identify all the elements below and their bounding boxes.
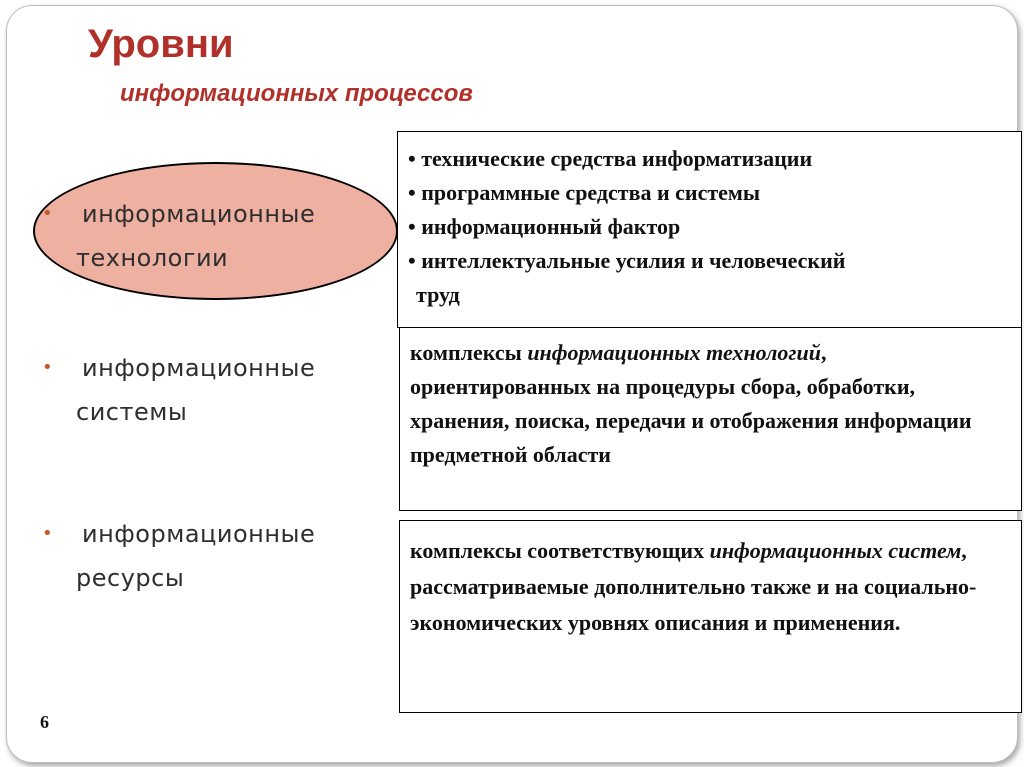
level-label-line1: информационные (82, 520, 316, 548)
level-item-technologies (42, 192, 382, 280)
slide-title: Уровни (88, 22, 234, 66)
box1-item: • программные средства и системы (408, 180, 761, 205)
bullet-icon: • (42, 203, 54, 224)
box1-item: • технические средства информатизации (408, 146, 813, 171)
level-label-line1: информационные (82, 354, 316, 382)
box1-item: труд (416, 282, 460, 307)
level-label-line1: информационные (82, 200, 316, 228)
box1-item: • интеллектуальные усилия и человеческий (408, 248, 846, 273)
level-item-systems (42, 346, 382, 434)
bullet-icon: • (42, 357, 54, 378)
technologies-description-box (397, 131, 1022, 328)
box1-item: • информационный фактор (408, 214, 681, 239)
box3-text-suffix: , рассматриваемые дополнительно также и на социально-экономических уровнях описания и применения. (410, 538, 977, 635)
level-label-line2: технологии (76, 244, 229, 272)
box3-text-prefix: комплексы соответствующих (410, 538, 710, 563)
box2-text-italic: информационных технологий (527, 340, 821, 365)
systems-description-box (399, 327, 1022, 511)
page-number: 6 (40, 712, 49, 732)
bullet-icon: • (42, 523, 54, 544)
box3-text-italic: информационных систем (709, 538, 962, 563)
box2-text-prefix: комплексы (410, 340, 528, 365)
resources-description-box (399, 520, 1022, 713)
level-label-line2: системы (76, 398, 188, 426)
slide-subtitle: информационных процессов (120, 80, 473, 107)
level-item-resources (42, 512, 382, 600)
box2-text-suffix: , ориентированных на процедуры сбора, обработки, хранения, поиска, передачи и отображения информации предметной области (410, 340, 972, 467)
level-label-line2: ресурсы (76, 564, 185, 592)
